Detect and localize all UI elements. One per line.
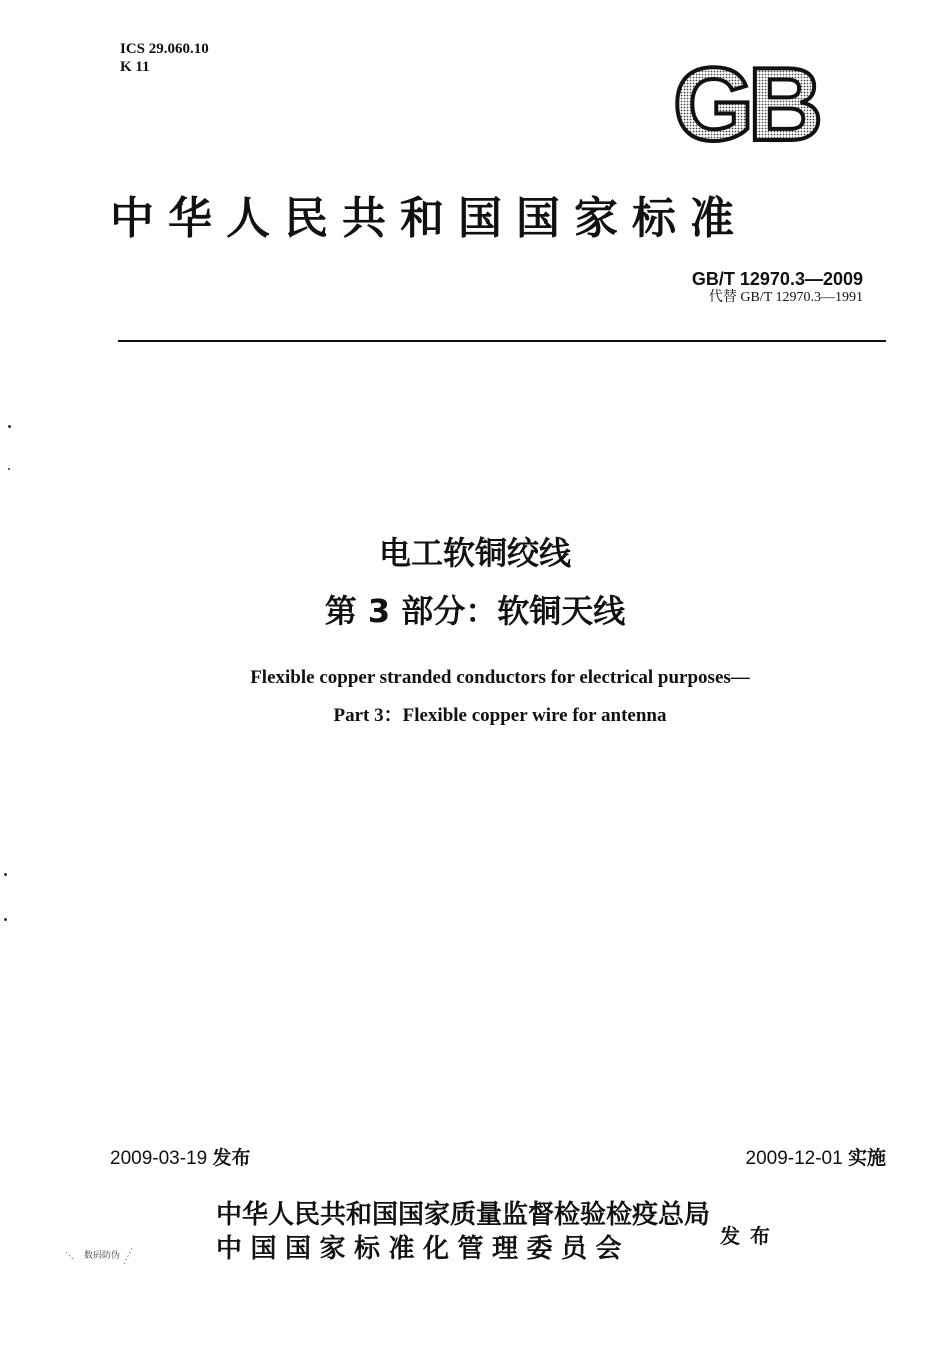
effective-date: 2009-12-01	[745, 1148, 843, 1169]
standard-code: GB/T 12970.3—2009	[691, 269, 863, 289]
gb-logo	[650, 58, 840, 153]
document-title-en: Flexible copper stranded conductors for electrical purposes—	[250, 667, 750, 688]
publish-label: 发布	[720, 1224, 780, 1248]
standard-number-block	[692, 268, 863, 306]
scan-speck	[4, 918, 7, 921]
document-subtitle-en: Part 3：Flexible copper wire for antenna	[333, 705, 667, 726]
national-standard-title: 中华人民共和国国家标准	[110, 193, 748, 244]
issue-label: 发布	[212, 1147, 251, 1169]
scan-speck	[8, 425, 11, 428]
document-title-cn: 电工软铜绞线	[378, 534, 571, 572]
document-subtitle-cn: 第 3 部分：软铜天线	[324, 592, 626, 630]
issue-date-line	[110, 1143, 251, 1170]
effective-date-line	[746, 1143, 887, 1170]
classification-codes	[120, 40, 209, 76]
anti-counterfeit-stamp	[62, 1242, 142, 1272]
replaces-code: 代替 GB/T 12970.3—1991	[708, 290, 863, 305]
scan-speck	[4, 873, 7, 876]
issuer-sac: 中国国家标准化管理委员会	[216, 1234, 631, 1264]
scan-speck	[8, 468, 10, 470]
ics-code: ICS 29.060.10	[120, 41, 209, 57]
stamp-text: 数码防伪	[83, 1251, 121, 1261]
issuing-authorities	[216, 1198, 710, 1266]
effective-label: 实施	[847, 1147, 886, 1169]
header-divider	[118, 340, 886, 342]
ccs-code: K 11	[120, 59, 150, 75]
gb-logo-text: GB	[673, 58, 817, 153]
issue-date: 2009-03-19	[110, 1148, 208, 1169]
issuer-aqsiq: 中华人民共和国国家质量监督检验检疫总局	[216, 1200, 711, 1230]
